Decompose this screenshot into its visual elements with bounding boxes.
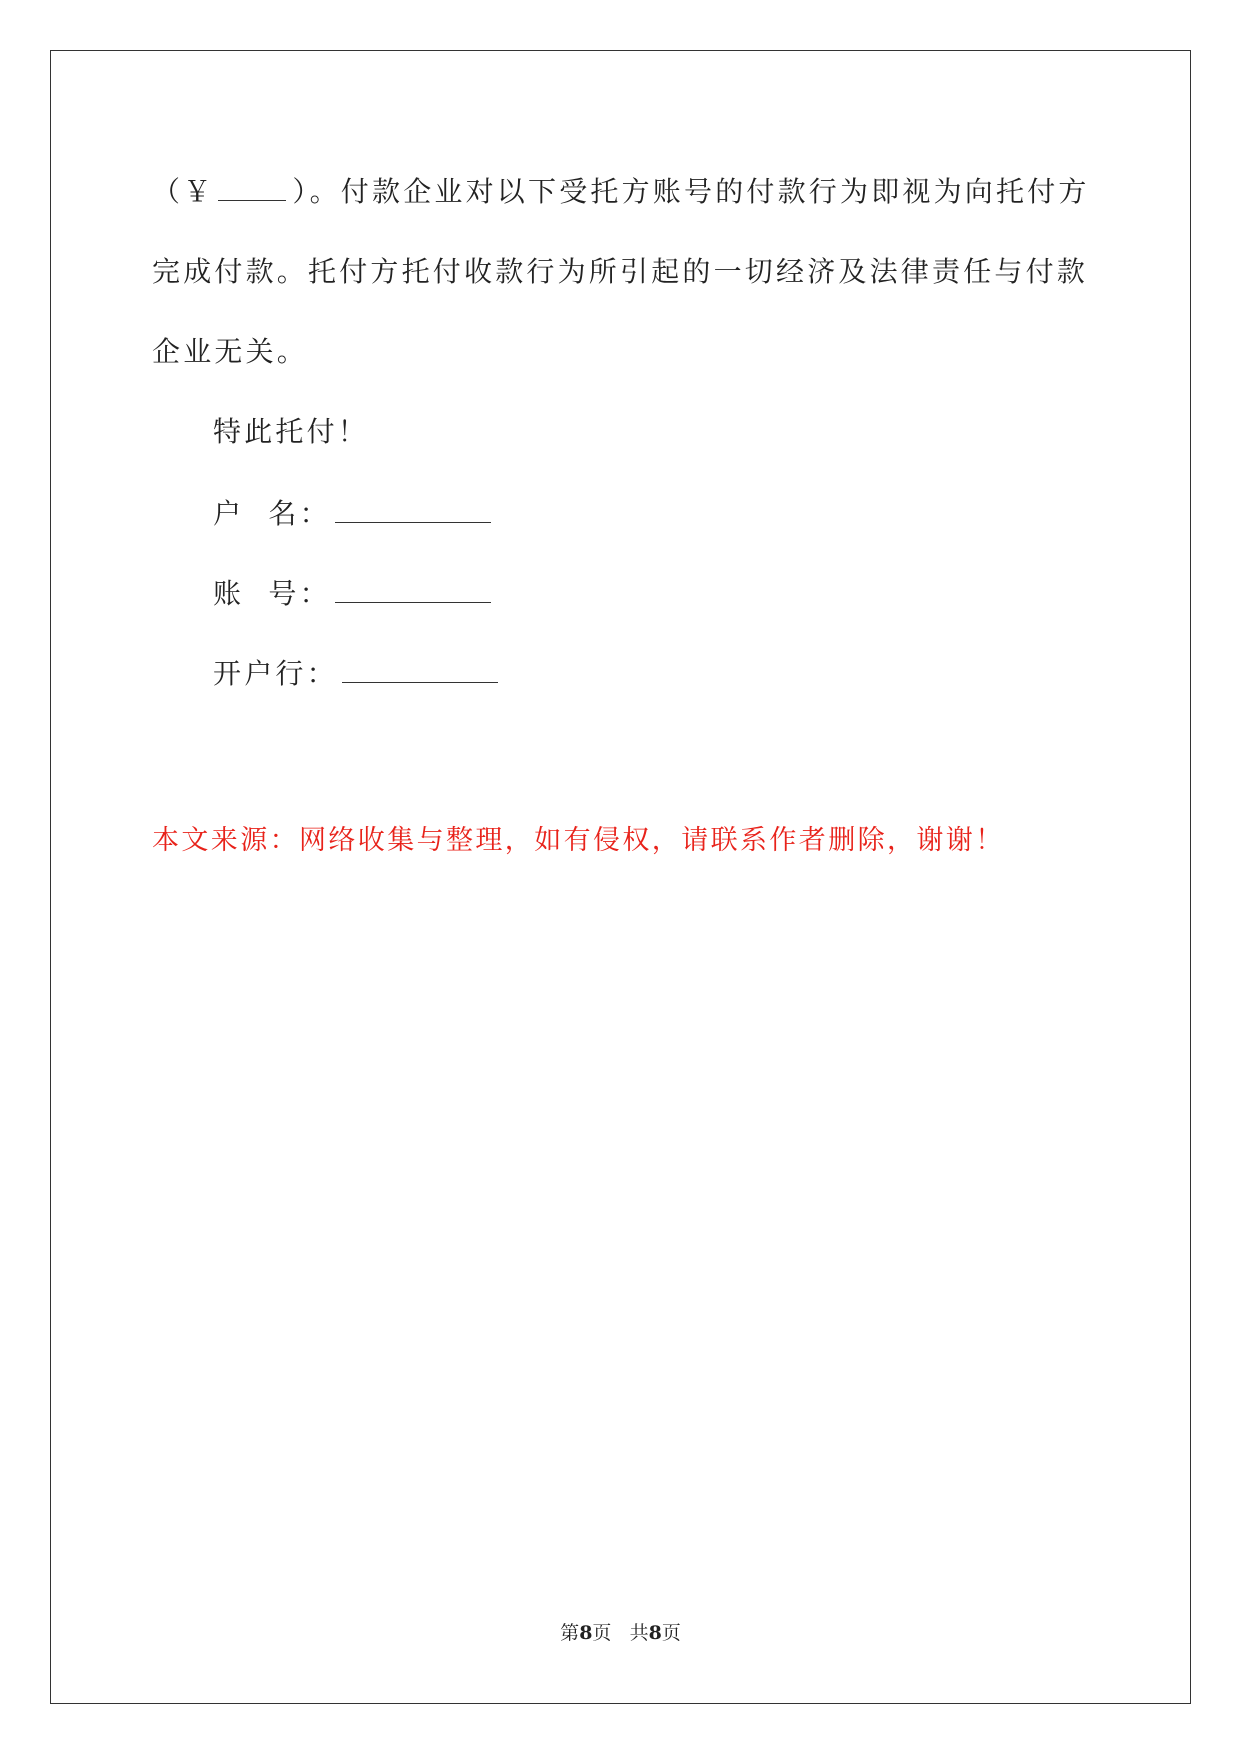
field-label: 户 名： xyxy=(213,497,331,530)
closing-phrase: 特此托付！ xyxy=(213,415,370,448)
page-number: 8 xyxy=(579,1622,593,1644)
paragraph-line: 企业无关。 xyxy=(152,335,309,368)
amount-blank[interactable] xyxy=(218,178,286,201)
field-account-number xyxy=(213,577,1153,610)
paragraph-line: 完成付款。托付方托付收款行为所引起的一切经济及法律责任与付款 xyxy=(152,255,1089,288)
field-label: 开户行： xyxy=(213,657,338,690)
page-border xyxy=(50,50,1191,1704)
footer-total-prefix: 共 xyxy=(629,1622,649,1644)
field-account-name xyxy=(213,497,1153,530)
footer-total-suffix: 页 xyxy=(661,1622,681,1644)
field-label: 账 号： xyxy=(213,577,331,610)
footer-prefix: 第 xyxy=(560,1622,580,1644)
account-name-blank[interactable] xyxy=(335,500,491,523)
account-number-blank[interactable] xyxy=(335,580,491,603)
total-pages: 8 xyxy=(648,1622,662,1644)
currency-open: （￥ xyxy=(152,175,215,208)
paragraph-line xyxy=(152,175,1092,208)
page-footer xyxy=(0,1618,1241,1645)
bank-blank[interactable] xyxy=(342,660,498,683)
footer-page-suffix: 页 xyxy=(592,1622,612,1644)
field-bank xyxy=(213,657,1153,690)
source-notice: 本文来源：网络收集与整理，如有侵权，请联系作者删除，谢谢！ xyxy=(152,825,1005,856)
paragraph-text: ）。付款企业对以下受托方账号的付款行为即视为向托付方 xyxy=(292,175,1090,208)
